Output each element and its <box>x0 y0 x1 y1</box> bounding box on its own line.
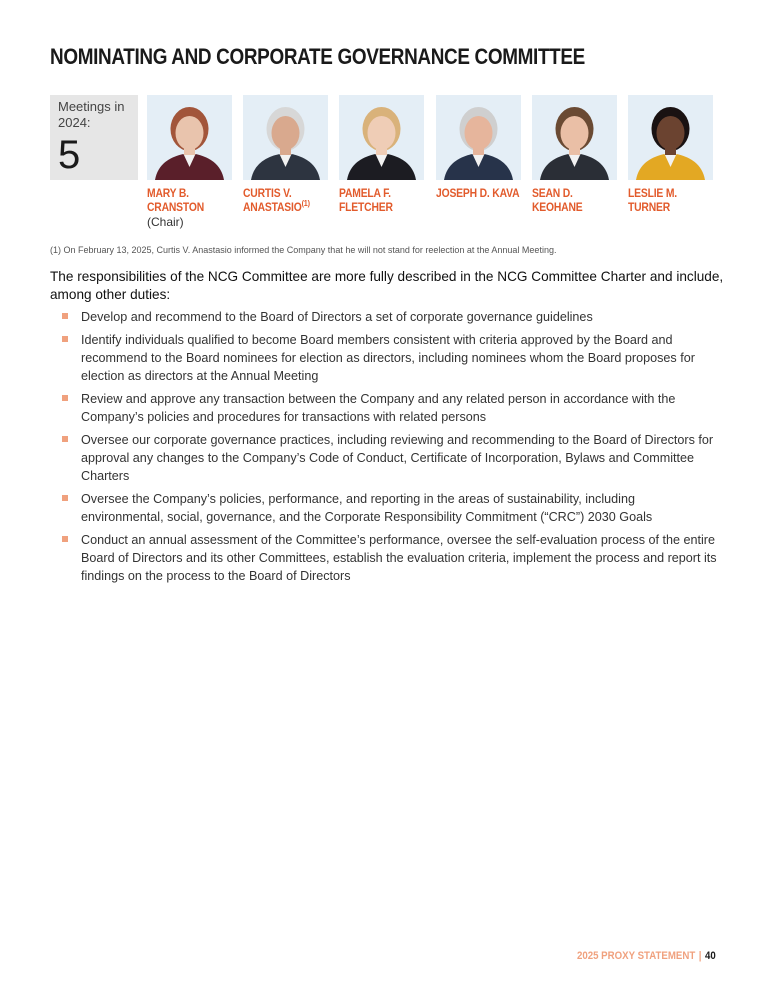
square-bullet-icon <box>62 336 68 342</box>
duty-text: Review and approve any transaction between the Company and any related person in accordance with the Company’s policies and procedures for transactions with related persons <box>81 392 676 424</box>
square-bullet-icon <box>62 495 68 501</box>
member-photo <box>243 95 328 180</box>
member-name: CURTIS V. ANASTASIO$^{(1)}$ <box>243 188 310 214</box>
duty-item <box>60 331 720 385</box>
duty-item <box>60 390 720 426</box>
square-bullet-icon <box>62 313 68 319</box>
member-card <box>436 95 522 201</box>
square-bullet-icon <box>62 436 68 442</box>
member-photo <box>147 95 232 180</box>
member-photo <box>339 95 424 180</box>
member-name: LESLIE M. TURNER <box>628 188 677 214</box>
member-name: PAMELA F. FLETCHER <box>339 188 393 214</box>
footer-separator: | <box>698 950 702 962</box>
duty-text: Identify individuals qualified to become Board members consistent with criteria approved by the Board and recommend to the Board nominees for election as directors, including nominees whom the Board proposes for election as directors at the Annual Meeting <box>81 333 695 383</box>
duty-text: Oversee our corporate governance practices, including reviewing and recommending to the Board of Directors for approval any changes to the Company’s Code of Conduct, Certificate of Incorporation, Bylaws and Committee Charters <box>81 433 714 483</box>
footnote-marker: (1) <box>301 199 310 209</box>
member-name: MARY B. CRANSTON <box>147 188 205 214</box>
member-name: SEAN D. KEOHANE <box>532 188 583 214</box>
footnote: (1) On February 13, 2025, Curtis V. Anastasio informed the Company that he will not stand for reelection at the Annual Meeting. <box>50 245 557 255</box>
page-number: 40 <box>705 950 716 962</box>
member-card <box>243 95 329 215</box>
member-photo <box>436 95 521 180</box>
meetings-label: Meetings in 2024: <box>58 99 125 130</box>
member-photo <box>532 95 617 180</box>
committee-members <box>147 95 747 235</box>
duty-item <box>60 431 720 485</box>
duty-item <box>60 490 720 526</box>
duty-item <box>60 531 720 585</box>
duty-text: Oversee the Company’s policies, performance, and reporting in the areas of sustainability, including environmental, social, governance, and the Corporate Responsibility Commitment (“CRC”) 2030 Goals <box>81 492 653 524</box>
member-card <box>339 95 425 215</box>
square-bullet-icon <box>62 536 68 542</box>
footer-document-title: 2025 PROXY STATEMENT <box>577 950 696 962</box>
duty-item <box>60 308 720 326</box>
member-name: JOSEPH D. KAVA <box>436 188 520 200</box>
member-photo <box>628 95 713 180</box>
square-bullet-icon <box>62 395 68 401</box>
duty-text: Develop and recommend to the Board of Directors a set of corporate governance guidelines <box>81 310 593 324</box>
duties-list <box>60 308 720 590</box>
member-card <box>147 95 233 229</box>
member-role: (Chair) <box>147 215 184 229</box>
duty-text: Conduct an annual assessment of the Committee’s performance, oversee the self-evaluation process of the entire Board of Directors and its other Committees, establish the evaluation criteria, implement the process and report its findings on the process to the Board of Directors <box>81 533 717 583</box>
member-card <box>628 95 714 215</box>
meetings-box <box>50 95 138 180</box>
page-footer <box>577 950 716 962</box>
responsibilities-intro: The responsibilities of the NCG Committee are more fully described in the NCG Committee Charter and include, among other duties: <box>50 269 724 302</box>
meetings-count: 5 <box>58 133 81 177</box>
member-card <box>532 95 618 215</box>
page-title: NOMINATING AND CORPORATE GOVERNANCE COMMITTEE <box>50 44 585 69</box>
